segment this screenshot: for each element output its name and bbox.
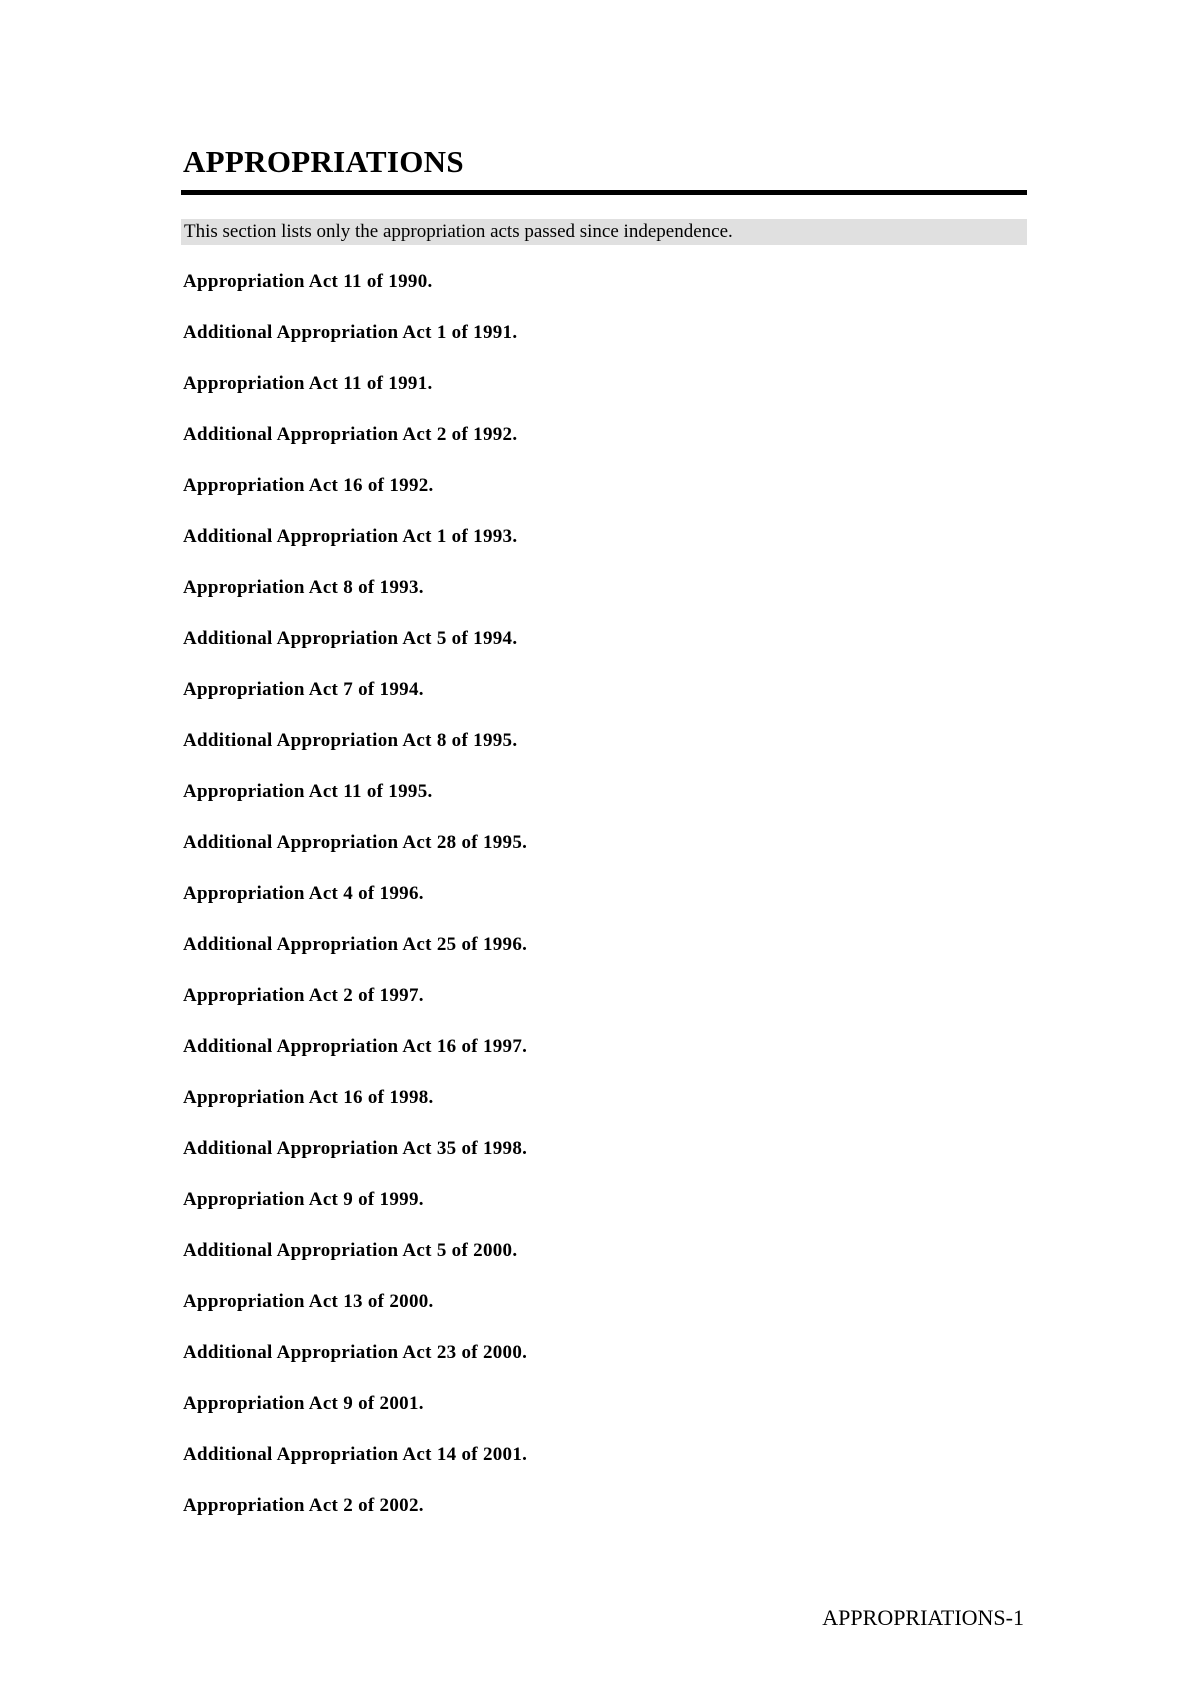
- act-item: Appropriation Act 11 of 1991.: [183, 373, 433, 394]
- act-item: Additional Appropriation Act 23 of 2000.: [183, 1342, 528, 1363]
- act-item: Additional Appropriation Act 2 of 1992.: [183, 424, 518, 445]
- act-item: Additional Appropriation Act 1 of 1993.: [183, 526, 518, 547]
- act-item: Appropriation Act 8 of 1993.: [183, 577, 424, 598]
- act-item: Appropriation Act 11 of 1990.: [183, 271, 433, 292]
- act-item: Additional Appropriation Act 25 of 1996.: [183, 934, 528, 955]
- act-item: Additional Appropriation Act 28 of 1995.: [183, 832, 528, 853]
- page-footer: APPROPRIATIONS-1: [822, 1605, 1024, 1630]
- act-item: Appropriation Act 9 of 2001.: [183, 1393, 424, 1414]
- act-list: [183, 271, 527, 1546]
- act-item: Additional Appropriation Act 14 of 2001.: [183, 1444, 528, 1465]
- act-item: Appropriation Act 9 of 1999.: [183, 1189, 424, 1210]
- act-item: Appropriation Act 13 of 2000.: [183, 1291, 434, 1312]
- act-item: Additional Appropriation Act 1 of 1991.: [183, 322, 518, 343]
- act-item: Additional Appropriation Act 16 of 1997.: [183, 1036, 528, 1057]
- act-item: Additional Appropriation Act 5 of 2000.: [183, 1240, 518, 1261]
- act-item: Appropriation Act 7 of 1994.: [183, 679, 424, 700]
- act-item: Appropriation Act 2 of 2002.: [183, 1495, 424, 1516]
- act-item: Appropriation Act 16 of 1998.: [183, 1087, 434, 1108]
- page-title: APPROPRIATIONS: [183, 144, 464, 179]
- title-rule: [181, 190, 1027, 195]
- act-item: Appropriation Act 4 of 1996.: [183, 883, 424, 904]
- act-item: Appropriation Act 2 of 1997.: [183, 985, 424, 1006]
- act-item: Additional Appropriation Act 5 of 1994.: [183, 628, 518, 649]
- act-item: Appropriation Act 16 of 1992.: [183, 475, 434, 496]
- section-note: This section lists only the appropriation acts passed since independence.: [181, 219, 1027, 245]
- act-item: Additional Appropriation Act 8 of 1995.: [183, 730, 518, 751]
- act-item: Additional Appropriation Act 35 of 1998.: [183, 1138, 528, 1159]
- act-item: Appropriation Act 11 of 1995.: [183, 781, 433, 802]
